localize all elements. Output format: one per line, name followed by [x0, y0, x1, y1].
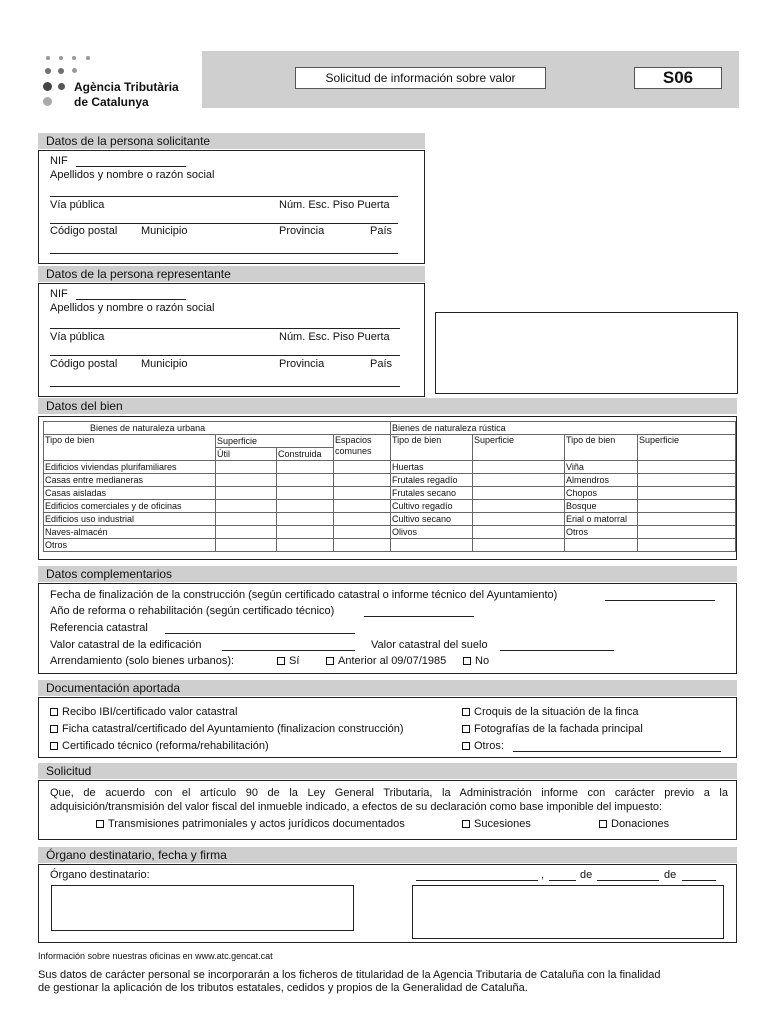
pais-label: País [370, 225, 393, 237]
via-field[interactable] [50, 355, 400, 356]
via-label: Vía pública [50, 199, 105, 211]
cell-input[interactable] [638, 513, 736, 526]
doc-certificado-tecnico[interactable] [50, 740, 269, 752]
cell-input[interactable] [473, 500, 565, 513]
logo-dot [58, 83, 65, 90]
row-label: Olivos [391, 526, 473, 539]
cp-label: Código postal [50, 358, 118, 370]
table-row [391, 539, 736, 552]
table-row [391, 513, 736, 526]
valor-edif-field[interactable] [222, 650, 355, 651]
col-tipo: Tipo de bien [391, 435, 473, 461]
via-label: Vía pública [50, 331, 105, 343]
table-row [44, 461, 391, 474]
col-tipo: Tipo de bien [565, 435, 638, 461]
checkbox-label: Donaciones [611, 818, 670, 830]
logo-dot [46, 56, 50, 60]
organo-input-box[interactable] [51, 885, 354, 931]
footer-privacy-2: de gestionar la aplicación de los tributos estatales, cedidos y propios de la Generalidad de Cataluña. [38, 982, 528, 994]
doc-recibo-ibi[interactable] [50, 706, 237, 718]
checkbox[interactable] [599, 820, 607, 828]
logo-dot [86, 56, 90, 60]
section-heading-representante: Datos de la persona representante [38, 266, 425, 282]
firma-box[interactable] [412, 885, 724, 939]
checkbox-label: Otros: [474, 740, 504, 752]
footer-privacy-1: Sus datos de carácter personal se incorporarán a los ficheros de titularidad de la Agencia Tributaria de Cataluña con la finalidad [38, 969, 661, 981]
checkbox[interactable] [277, 657, 285, 665]
checkbox-label: Anterior al 09/07/1985 [338, 655, 447, 667]
row-label: Edificios comerciales y de oficinas [44, 500, 216, 513]
anio-reforma-field[interactable] [364, 616, 474, 617]
checkbox[interactable] [96, 820, 104, 828]
checkbox-label: No [475, 655, 490, 667]
row-label: Erial o matorral [565, 513, 638, 526]
valor-edif-label: Valor catastral de la edificación [50, 639, 202, 651]
checkbox-label: Sucesiones [474, 818, 531, 830]
form-code: S06 [634, 67, 722, 89]
cell-input[interactable] [334, 474, 391, 487]
logo-dot [43, 97, 52, 106]
cell-input[interactable] [638, 474, 736, 487]
organo-label: Órgano destinatario: [50, 869, 150, 881]
mes-field[interactable] [597, 880, 659, 881]
cell-input[interactable] [473, 461, 565, 474]
valor-suelo-field[interactable] [500, 650, 614, 651]
cell-input[interactable] [216, 474, 277, 487]
section-heading-complementarios: Datos complementarios [38, 566, 737, 582]
checkbox[interactable] [50, 708, 58, 716]
form-title: Solicitud de información sobre valor [295, 67, 546, 89]
table-row [391, 474, 736, 487]
section-heading-organo: Órgano destinatario, fecha y firma [38, 847, 737, 863]
cell-input[interactable] [277, 474, 334, 487]
anio-reforma-label: Año de reforma o rehabilitación (según certificado técnico) [50, 605, 335, 617]
urbana-table [43, 421, 391, 552]
cell-input[interactable] [334, 526, 391, 539]
section-heading-solicitante: Datos de la persona solicitante [38, 133, 425, 149]
logo-dot [72, 68, 77, 73]
checkbox[interactable] [463, 657, 471, 665]
cell-input[interactable] [638, 500, 736, 513]
logo-dot [58, 68, 64, 74]
table-row [44, 539, 391, 552]
cell-empty [565, 539, 638, 552]
doc-ficha-catastral[interactable] [50, 723, 404, 735]
row-label: Cultivo secano [391, 513, 473, 526]
col-superficie: Superficie [473, 435, 565, 461]
row-label: Naves-almacén [44, 526, 216, 539]
checkbox-label: Ficha catastral/certificado del Ayuntamiento (finalizacion construcción) [62, 723, 404, 735]
cell-input[interactable] [216, 487, 277, 500]
checkbox-label: Sí [289, 655, 300, 667]
cell-input[interactable] [473, 513, 565, 526]
nombre-field[interactable] [50, 328, 400, 329]
checkbox-label: Croquis de la situación de la finca [474, 706, 639, 718]
checkbox[interactable] [462, 820, 470, 828]
cell-input[interactable] [473, 526, 565, 539]
ref-catastral-label: Referencia catastral [50, 622, 148, 634]
table-row [44, 487, 391, 500]
arrendamiento-anterior[interactable] [326, 655, 446, 667]
section-heading-documentacion: Documentación aportada [38, 680, 737, 696]
rustica-table [390, 421, 736, 552]
ref-catastral-field[interactable] [165, 633, 355, 634]
date-comma: , [541, 869, 545, 881]
cp-field[interactable] [50, 386, 400, 387]
checkbox[interactable] [462, 742, 470, 750]
cell-input[interactable] [334, 513, 391, 526]
pais-label: País [370, 358, 393, 370]
cell-input[interactable] [216, 539, 277, 552]
nombre-label: Apellidos y nombre o razón social [50, 302, 215, 314]
row-label: Casas aisladas [44, 487, 216, 500]
arrendamiento-si[interactable] [277, 655, 299, 667]
stamp-box[interactable] [435, 312, 738, 394]
cell-input[interactable] [334, 500, 391, 513]
table-row [391, 461, 736, 474]
logo-dot [43, 82, 52, 91]
num-label: Núm. Esc. Piso Puerta [279, 331, 390, 343]
doc-otros[interactable] [462, 740, 504, 752]
nombre-field[interactable] [50, 196, 398, 197]
row-label: Otros [44, 539, 216, 552]
arrendamiento-label: Arrendamiento (solo bienes urbanos): [50, 655, 235, 667]
opt-transmisiones[interactable] [96, 818, 405, 830]
cell-input[interactable] [638, 461, 736, 474]
cell-input[interactable] [216, 526, 277, 539]
table-row [44, 474, 391, 487]
urbana-title: Bienes de naturaleza urbana [44, 422, 391, 435]
logo-dot [72, 56, 76, 60]
row-label: Huertas [391, 461, 473, 474]
row-label: Frutales regadío [391, 474, 473, 487]
col-espacios: Espacios comunes [334, 435, 391, 461]
table-row [391, 487, 736, 500]
date-de-1: de [580, 869, 593, 881]
nif-field[interactable] [76, 299, 186, 300]
row-label: Cultivo regadío [391, 500, 473, 513]
valor-suelo-label: Valor catastral del suelo [371, 639, 488, 651]
municipio-label: Municipio [141, 225, 188, 237]
cell-input[interactable] [638, 487, 736, 500]
doc-fotografias[interactable] [462, 723, 643, 735]
arrendamiento-no[interactable] [463, 655, 489, 667]
table-row [391, 500, 736, 513]
cell-input[interactable] [334, 461, 391, 474]
col-construida: Construida [277, 448, 334, 461]
checkbox[interactable] [326, 657, 334, 665]
opt-sucesiones[interactable] [462, 818, 531, 830]
cell-input[interactable] [277, 487, 334, 500]
provincia-label: Provincia [279, 358, 325, 370]
row-label: Casas entre medianeras [44, 474, 216, 487]
cell-input[interactable] [638, 539, 736, 552]
nombre-label: Apellidos y nombre o razón social [50, 169, 215, 181]
checkbox[interactable] [50, 725, 58, 733]
row-label: Bosque [565, 500, 638, 513]
cell-input[interactable] [216, 461, 277, 474]
opt-donaciones[interactable] [599, 818, 669, 830]
agency-name-sub: de Catalunya [74, 95, 149, 109]
otros-field[interactable] [513, 751, 721, 752]
checkbox-label: Recibo IBI/certificado valor catastral [62, 706, 238, 718]
checkbox[interactable] [462, 725, 470, 733]
cell-input[interactable] [216, 513, 277, 526]
doc-croquis[interactable] [462, 706, 638, 718]
solicitud-text-line2: adquisición/transmisión del valor fiscal del inmueble indicado, a efectos de su declaración como base imponible del impuesto: [50, 801, 663, 813]
table-row [44, 526, 391, 539]
solicitud-text-line1: Que, de acuerdo con el artículo 90 de la Ley General Tributaria, la Administración informe con carácter previo a la [50, 787, 728, 799]
checkbox-label: Certificado técnico (reforma/rehabilitación) [62, 740, 269, 752]
fecha-fin-field[interactable] [605, 600, 715, 601]
col-util: Útil [216, 448, 277, 461]
cell-empty [391, 539, 473, 552]
cell-input[interactable] [277, 500, 334, 513]
dia-field[interactable] [549, 880, 576, 881]
row-label: Edificios uso industrial [44, 513, 216, 526]
cell-input[interactable] [473, 487, 565, 500]
cell-input[interactable] [473, 474, 565, 487]
nif-field[interactable] [76, 166, 186, 167]
table-row [44, 500, 391, 513]
section-heading-solicitud: Solicitud [38, 763, 737, 779]
col-superficie: Superficie [216, 435, 334, 448]
checkbox[interactable] [50, 742, 58, 750]
row-label: Almendros [565, 474, 638, 487]
row-label: Chopos [565, 487, 638, 500]
date-de-2: de [664, 869, 677, 881]
checkbox-label: Fotografías de la fachada principal [474, 723, 643, 735]
nif-label: NIF [50, 155, 68, 167]
fecha-fin-label: Fecha de finalización de la construcción (según certificado catastral o informe técnico del Ayuntamiento) [50, 589, 558, 601]
row-label: Edificios viviendas plurifamiliares [44, 461, 216, 474]
nif-label: NIF [50, 288, 68, 300]
cell-input[interactable] [334, 539, 391, 552]
rustica-title: Bienes de naturaleza rústica [391, 422, 736, 435]
logo-dot [45, 68, 51, 74]
cell-input[interactable] [638, 526, 736, 539]
row-label: Viña [565, 461, 638, 474]
via-field[interactable] [50, 223, 398, 224]
provincia-label: Provincia [279, 225, 325, 237]
cell-input[interactable] [277, 461, 334, 474]
logo-dot [59, 56, 63, 60]
checkbox-label: Transmisiones patrimoniales y actos jurídicos documentados [108, 818, 405, 830]
agency-name: Agència Tributària [74, 80, 179, 94]
table-row [391, 526, 736, 539]
checkbox[interactable] [462, 708, 470, 716]
table-row [44, 513, 391, 526]
cell-input[interactable] [473, 539, 565, 552]
cell-input[interactable] [277, 539, 334, 552]
cell-input[interactable] [334, 487, 391, 500]
row-label: Frutales secano [391, 487, 473, 500]
num-label: Núm. Esc. Piso Puerta [279, 199, 390, 211]
col-superficie: Superficie [638, 435, 736, 461]
municipio-label: Municipio [141, 358, 188, 370]
cp-field[interactable] [50, 253, 398, 254]
anio-field[interactable] [682, 880, 716, 881]
section-heading-bien: Datos del bien [38, 398, 737, 414]
cell-input[interactable] [277, 513, 334, 526]
footer-info: Información sobre nuestras oficinas en www.atc.gencat.cat [38, 951, 273, 961]
col-tipo: Tipo de bien [44, 435, 216, 461]
cp-label: Código postal [50, 225, 118, 237]
cell-input[interactable] [216, 500, 277, 513]
lugar-field[interactable] [416, 880, 538, 881]
cell-input[interactable] [277, 526, 334, 539]
row-label: Otros [565, 526, 638, 539]
